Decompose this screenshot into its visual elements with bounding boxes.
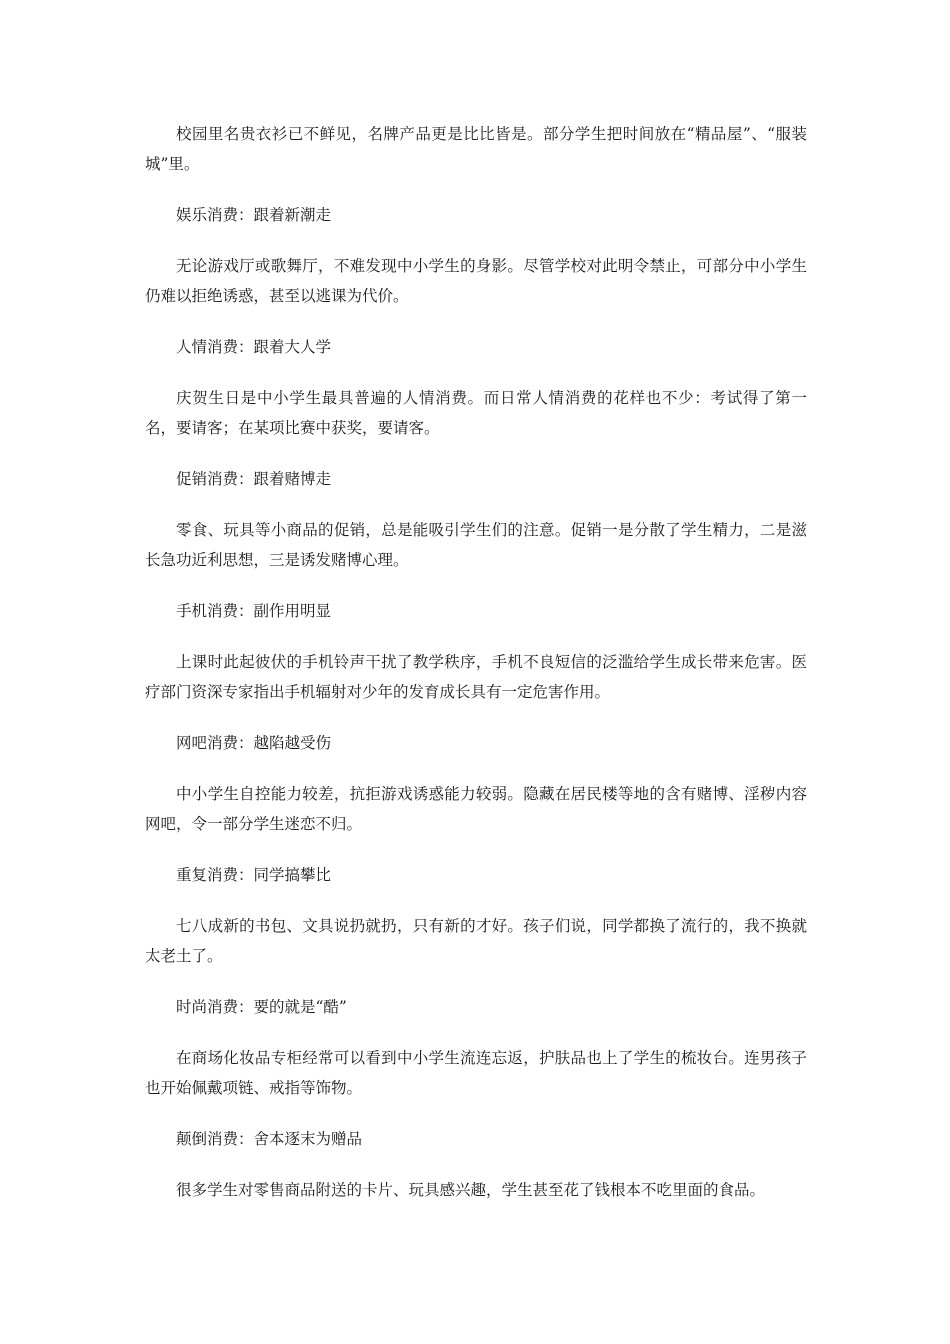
paragraph: 在商场化妆品专柜经常可以看到中小学生流连忘返，护肤品也上了学生的梳妆台。连男孩子也开始佩戴项链、戒指等饰物。 [145,1049,807,1097]
document-body [145,119,807,1205]
section-heading: 时尚消费：要的就是“酷” [176,998,347,1016]
section-heading: 娱乐消费：跟着新潮走 [176,206,332,224]
paragraph: 零食、玩具等小商品的促销，总是能吸引学生们的注意。促销一是分散了学生精力，二是滋长急功近利思想，三是诱发赌博心理。 [145,521,807,569]
paragraph: 上课时此起彼伏的手机铃声干扰了教学秩序，手机不良短信的泛滥给学生成长带来危害。医疗部门资深专家指出手机辐射对少年的发育成长具有一定危害作用。 [145,653,807,701]
paragraph: 七八成新的书包、文具说扔就扔，只有新的才好。孩子们说，同学都换了流行的，我不换就太老土了。 [145,917,807,965]
paragraph: 很多学生对零售商品附送的卡片、玩具感兴趣，学生甚至花了钱根本不吃里面的食品。 [176,1181,766,1199]
paragraph: 中小学生自控能力较差，抗拒游戏诱惑能力较弱。隐藏在居民楼等地的含有赌博、淫秽内容网吧，令一部分学生迷恋不归。 [145,785,807,833]
section-heading: 促销消费：跟着赌博走 [176,470,332,488]
paragraph: 校园里名贵衣衫已不鲜见，名牌产品更是比比皆是。部分学生把时间放在“精品屋”、“服装城”里。 [145,125,807,173]
section-heading: 网吧消费：越陷越受伤 [176,734,332,752]
section-heading: 手机消费：副作用明显 [176,602,332,620]
section-heading: 人情消费：跟着大人学 [176,338,332,356]
section-heading: 颠倒消费：舍本逐末为赠品 [176,1130,363,1148]
section-heading: 重复消费：同学搞攀比 [176,866,332,884]
paragraph: 庆贺生日是中小学生最具普遍的人情消费。而日常人情消费的花样也不少：考试得了第一名，要请客；在某项比赛中获奖，要请客。 [145,389,807,437]
paragraph: 无论游戏厅或歌舞厅，不难发现中小学生的身影。尽管学校对此明令禁止，可部分中小学生仍难以拒绝诱惑，甚至以逃课为代价。 [145,257,807,305]
